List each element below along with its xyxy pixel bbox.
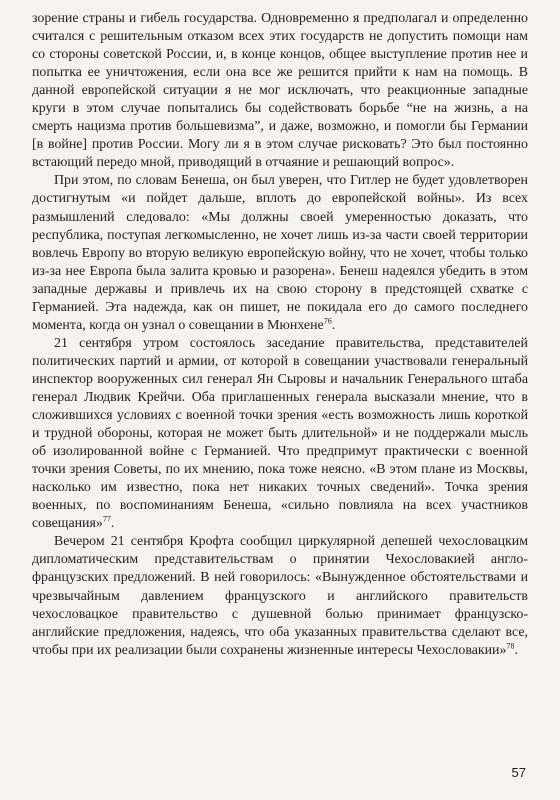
paragraph-4-text: Вечером 21 сентября Крофта сообщил циркулярной депешей чехословацким дипломатическим представительствам о принятии Чехословакией англо-французских предложений. В ней говорилось: «Вынужденное обстоятельствами и чрезвычайным давлением французского и английского правительств чехословацкое правительство с душевной болью принимает французско-английские предложения, надеясь, что оба указанных правительства сделают все, чтобы при их реализации были сохранены жизненные интересы Чехословакии» [32,534,528,658]
footnote-ref-78[interactable]: 78 [506,641,515,651]
paragraph-4-tail: . [514,642,518,658]
paragraph-2-tail: . [331,317,336,333]
paragraph-1 [32,10,528,172]
paragraph-3-text: 21 сентября утром состоялось заседание правительства, представителей политических партий и армии, от которой в совещании участвовали генеральный инспектор вооруженных сил генерал Ян Сыровы и начальник Генерального штаба генерал Людвик Крейчи. Оба приглашенных генерала высказали мнение, что в сложившихся условиях с военной точки зрения «есть возможность лишь короткой и трудной обороны, которая не может быть длительной» и не поддержали мысль об изолированной войне с Германией. Что предпримут практически с военной точки зрения Советы, по их мнению, пока тоже неясно. «В этом плане из Москвы, насколько им известно, пока нет никаких точных сведений». Точка зрения военных, по воспоминаниям Бенеша, «сильно повлияла на всех участников совещания» [32,335,528,532]
page-text [32,10,528,660]
footnote-ref-76[interactable]: 76 [323,316,332,326]
paragraph-3 [32,335,528,534]
footnote-ref-77[interactable]: 77 [102,514,111,524]
paragraph-2-text: При этом, по словам Бенеша, он был уверен, что Гитлер не будет удовлетворен достигнутым «и пойдет дальше, вплоть до европейской войны». Из всех размышлений следовало: «Мы должны своей умеренностью доказать, что республика, поступая легкомысленно, не хочет лишь из-за части своей территории вовлечь Европу во вторую великую европейскую войну, что не хочет, чтобы только из-за нее Европа была залита кровью и разорена». Бенеш надеялся убедить в этом западные державы и привлечь их на свою сторону в предстоящей схватке с Германией. Эта надежда, как он пишет, не покидала его до самого последнего момента, когда он узнал о совещании в Мюнхене [32,173,528,333]
paragraph-3-tail: . [110,516,115,532]
page-number: 57 [511,765,526,780]
paragraph-2 [32,172,528,334]
paragraph-4 [32,533,528,659]
paragraph-1-text: зорение страны и гибель государства. Одновременно я предполагал и определенно считался с решительным отказом всех этих государств не допустить помощи нам со стороны советской России, и, в конце концов, общее выступление против нее и попытка ее уничтожения, если она все же решится прийти к нам на помощь. В данной европейской ситуации я не мог исключать, что реакционные западные круги в этом случае попытались бы содействовать борьбе “не на жизнь, а на смерть нацизма против большевизма”, и даже, возможно, и помогли бы Германии [в войне] против России. Могу ли я в этом случае рисковать? Это был постоянно встающий передо мной, приводящий в отчаяние и решающий вопрос». [32,11,528,171]
